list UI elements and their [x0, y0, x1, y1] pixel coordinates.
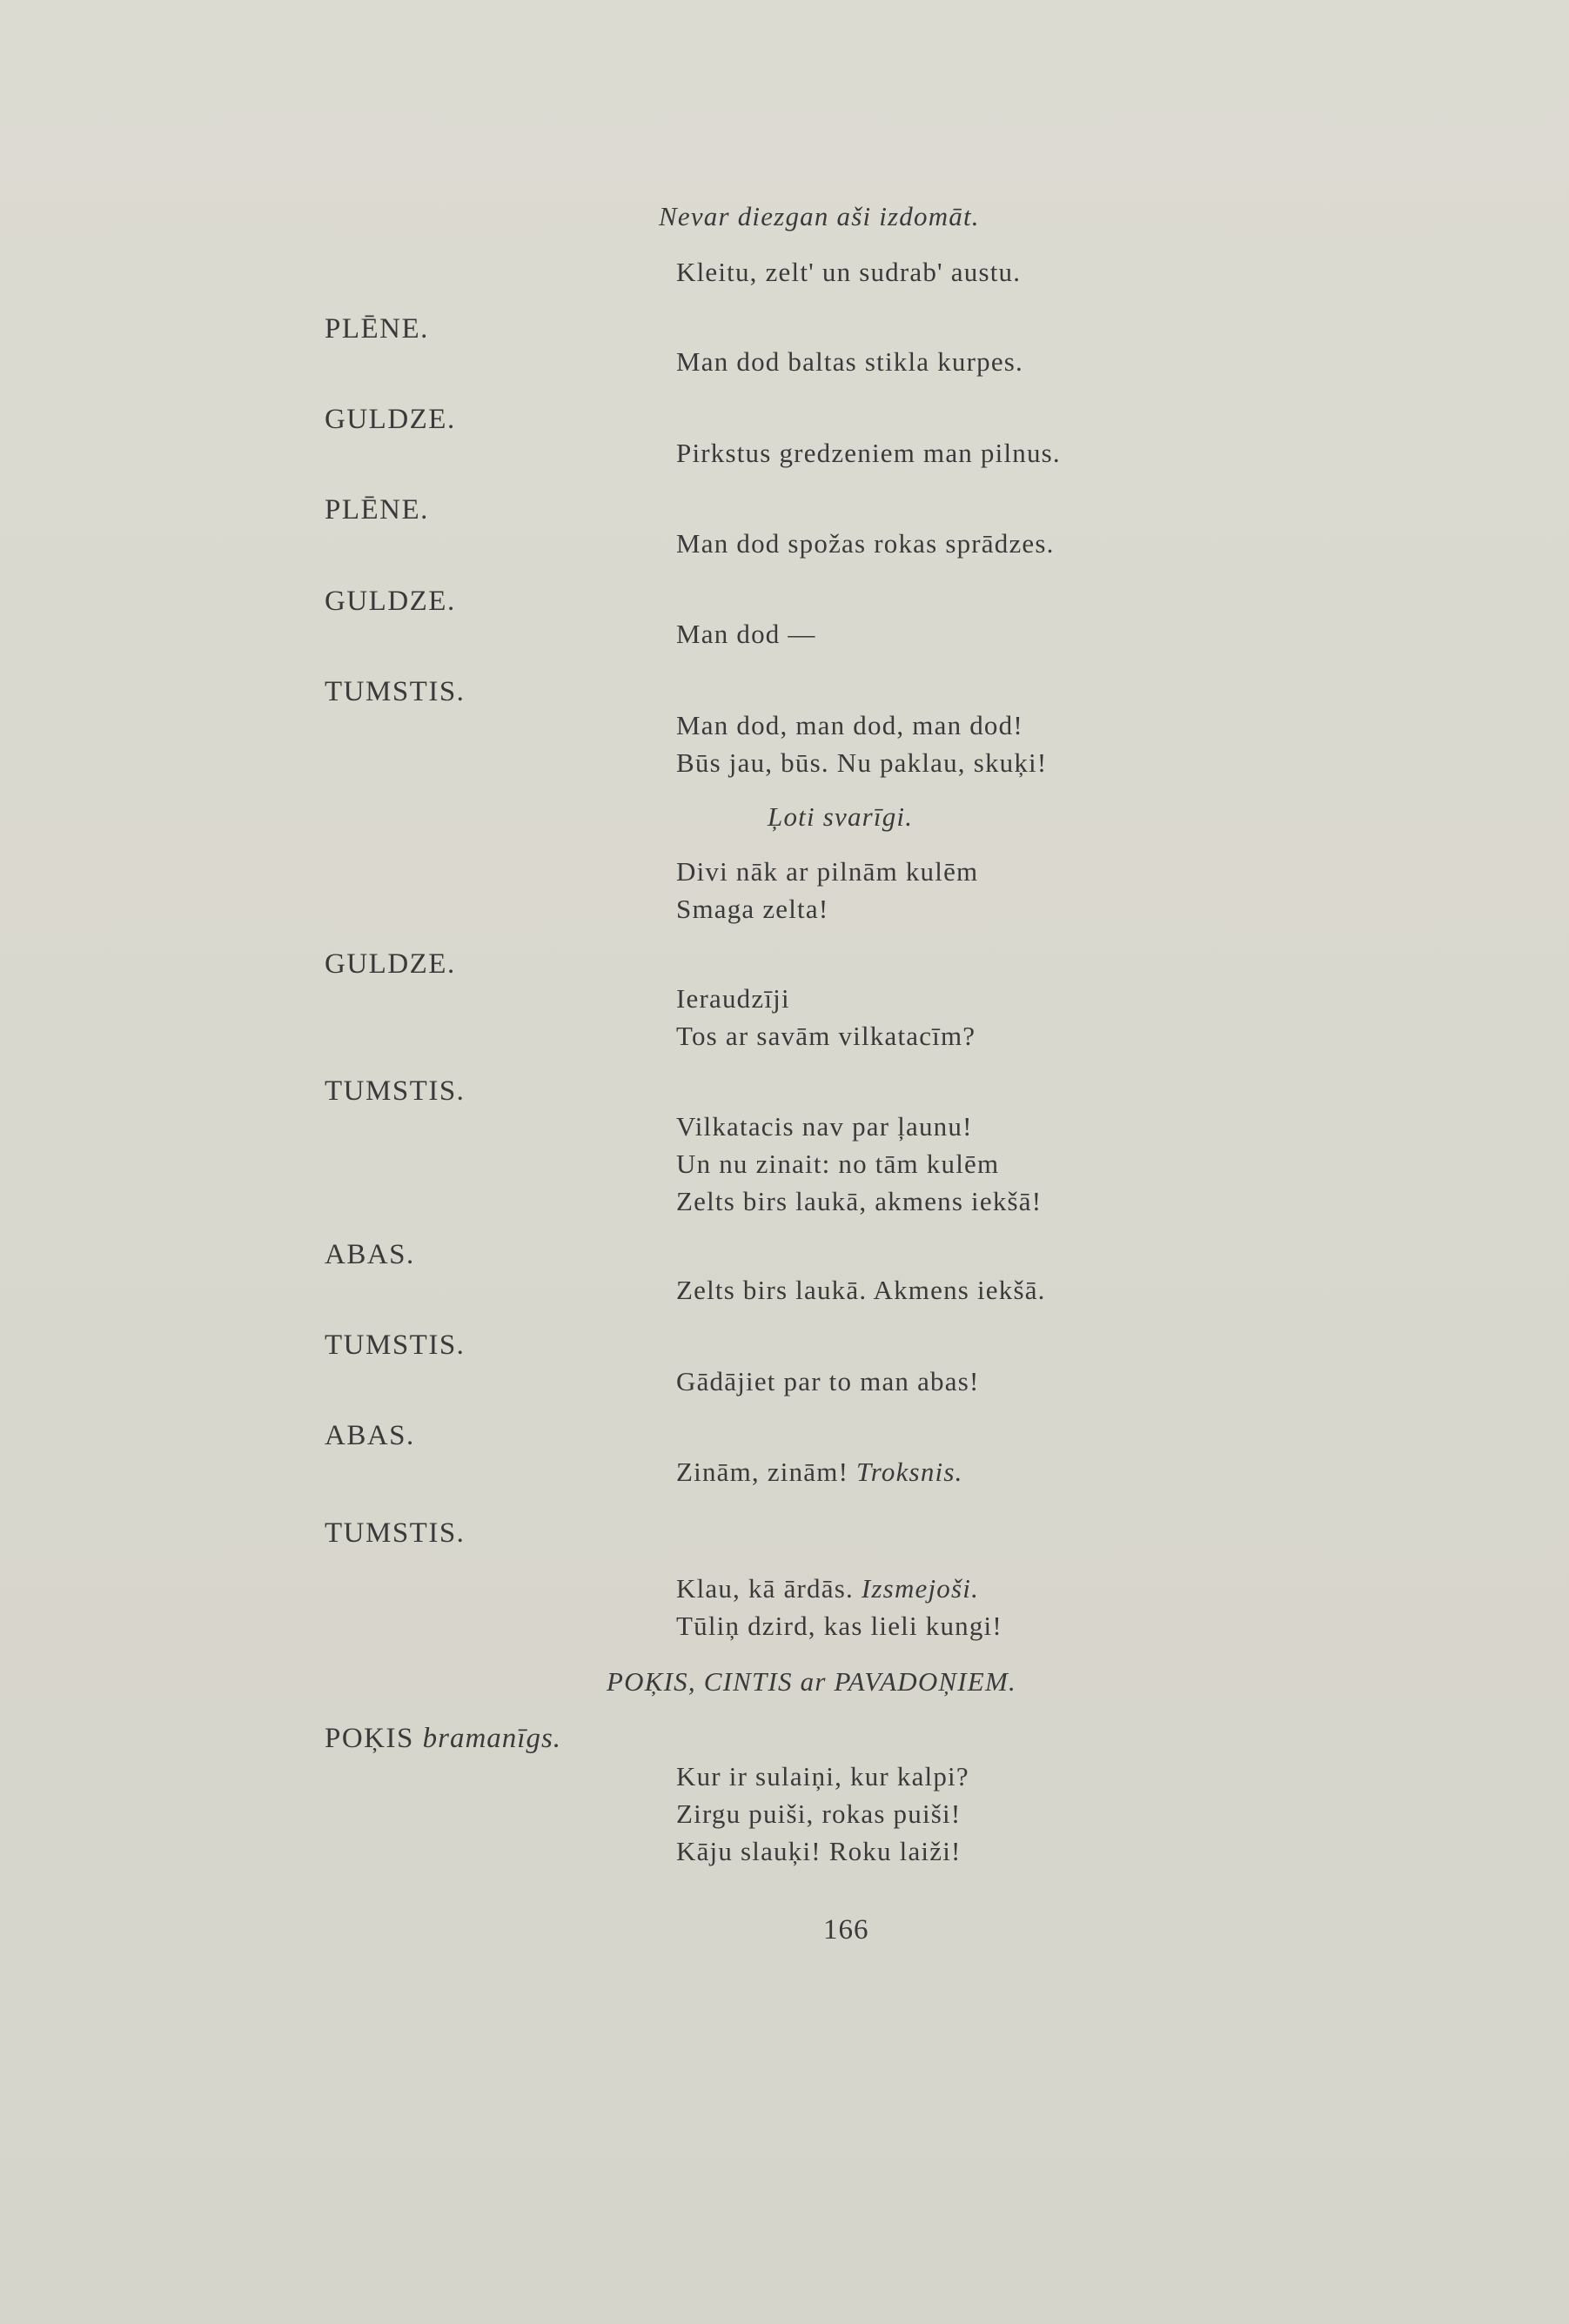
dialogue-line: Tos ar savām vilkatacīm? [676, 1021, 976, 1051]
dialogue-line: Un nu zinait: no tām kulēm [676, 1149, 1000, 1179]
page-number: 166 [823, 1914, 869, 1946]
speaker-label: POĶIS [325, 1723, 414, 1754]
stage-direction: Ļoti svarīgi. [768, 801, 914, 832]
dialogue-text: Zinām, zinām! [676, 1457, 849, 1487]
speaker-name: GULDZE. [325, 586, 456, 617]
speaker-name: PLĒNE. [325, 494, 429, 526]
stage-direction: Nevar diezgan aši izdomāt. [659, 201, 980, 231]
dialogue-line: Man dod — [676, 619, 816, 649]
speaker-name: TUMSTIS. [325, 1075, 466, 1107]
dialogue-text: Klau, kā ārdās. [676, 1573, 854, 1604]
speaker-name: PLĒNE. [325, 313, 429, 345]
speaker-name: TUMSTIS. [325, 1517, 466, 1549]
speaker-name: GULDZE. [325, 948, 456, 980]
dialogue-line: Kāju slauķi! Roku laiži! [676, 1836, 962, 1866]
dialogue-line: Zelts birs laukā, akmens iekšā! [676, 1186, 1043, 1216]
speaker-name: ABAS. [325, 1420, 415, 1451]
dialogue-line: Man dod spožas rokas sprādzes. [676, 528, 1055, 559]
dialogue-line: Kleitu, zelt' un sudrab' austu. [676, 257, 1022, 287]
dialogue-line: Divi nāk ar pilnām kulēm [676, 856, 979, 887]
entrance-direction: POĶIS, CINTIS ar PAVADOŅIEM. [607, 1666, 1016, 1697]
speaker-name: ABAS. [325, 1239, 415, 1270]
dialogue-line: Man dod, man dod, man dod! [676, 710, 1023, 740]
dialogue-line [676, 1454, 963, 1490]
dialogue-line: Man dod baltas stikla kurpes. [676, 346, 1023, 377]
dialogue-line: Kur ir sulaiņi, kur kalpi? [676, 1761, 969, 1792]
dialogue-line: Ieraudzīji [676, 983, 790, 1014]
speaker-name: GULDZE. [325, 404, 456, 435]
dialogue-line: Zirgu puiši, rokas puiši! [676, 1798, 962, 1829]
dialogue-line: Tūliņ dzird, kas lieli kungi! [676, 1611, 1002, 1641]
stage-direction: Izsmejoši. [861, 1573, 980, 1604]
dialogue-line: Būs jau, būs. Nu paklau, skuķi! [676, 747, 1048, 778]
dialogue-line: Gādājiet par to man abas! [676, 1366, 980, 1396]
dialogue-line: Pirkstus gredzeniem man pilnus. [676, 438, 1061, 468]
dialogue-line: Vilkatacis nav par ļaunu! [676, 1111, 973, 1142]
speaker-name: TUMSTIS. [325, 1329, 466, 1361]
dialogue-line: Smaga zelta! [676, 894, 829, 924]
speaker-name: TUMSTIS. [325, 676, 466, 707]
stage-direction: Troksnis. [856, 1457, 963, 1487]
stage-direction: bramanīgs. [422, 1723, 562, 1754]
dialogue-line: Zelts birs laukā. Akmens iekšā. [676, 1275, 1046, 1305]
dialogue-line [676, 1571, 979, 1607]
speaker-name [325, 1720, 561, 1757]
